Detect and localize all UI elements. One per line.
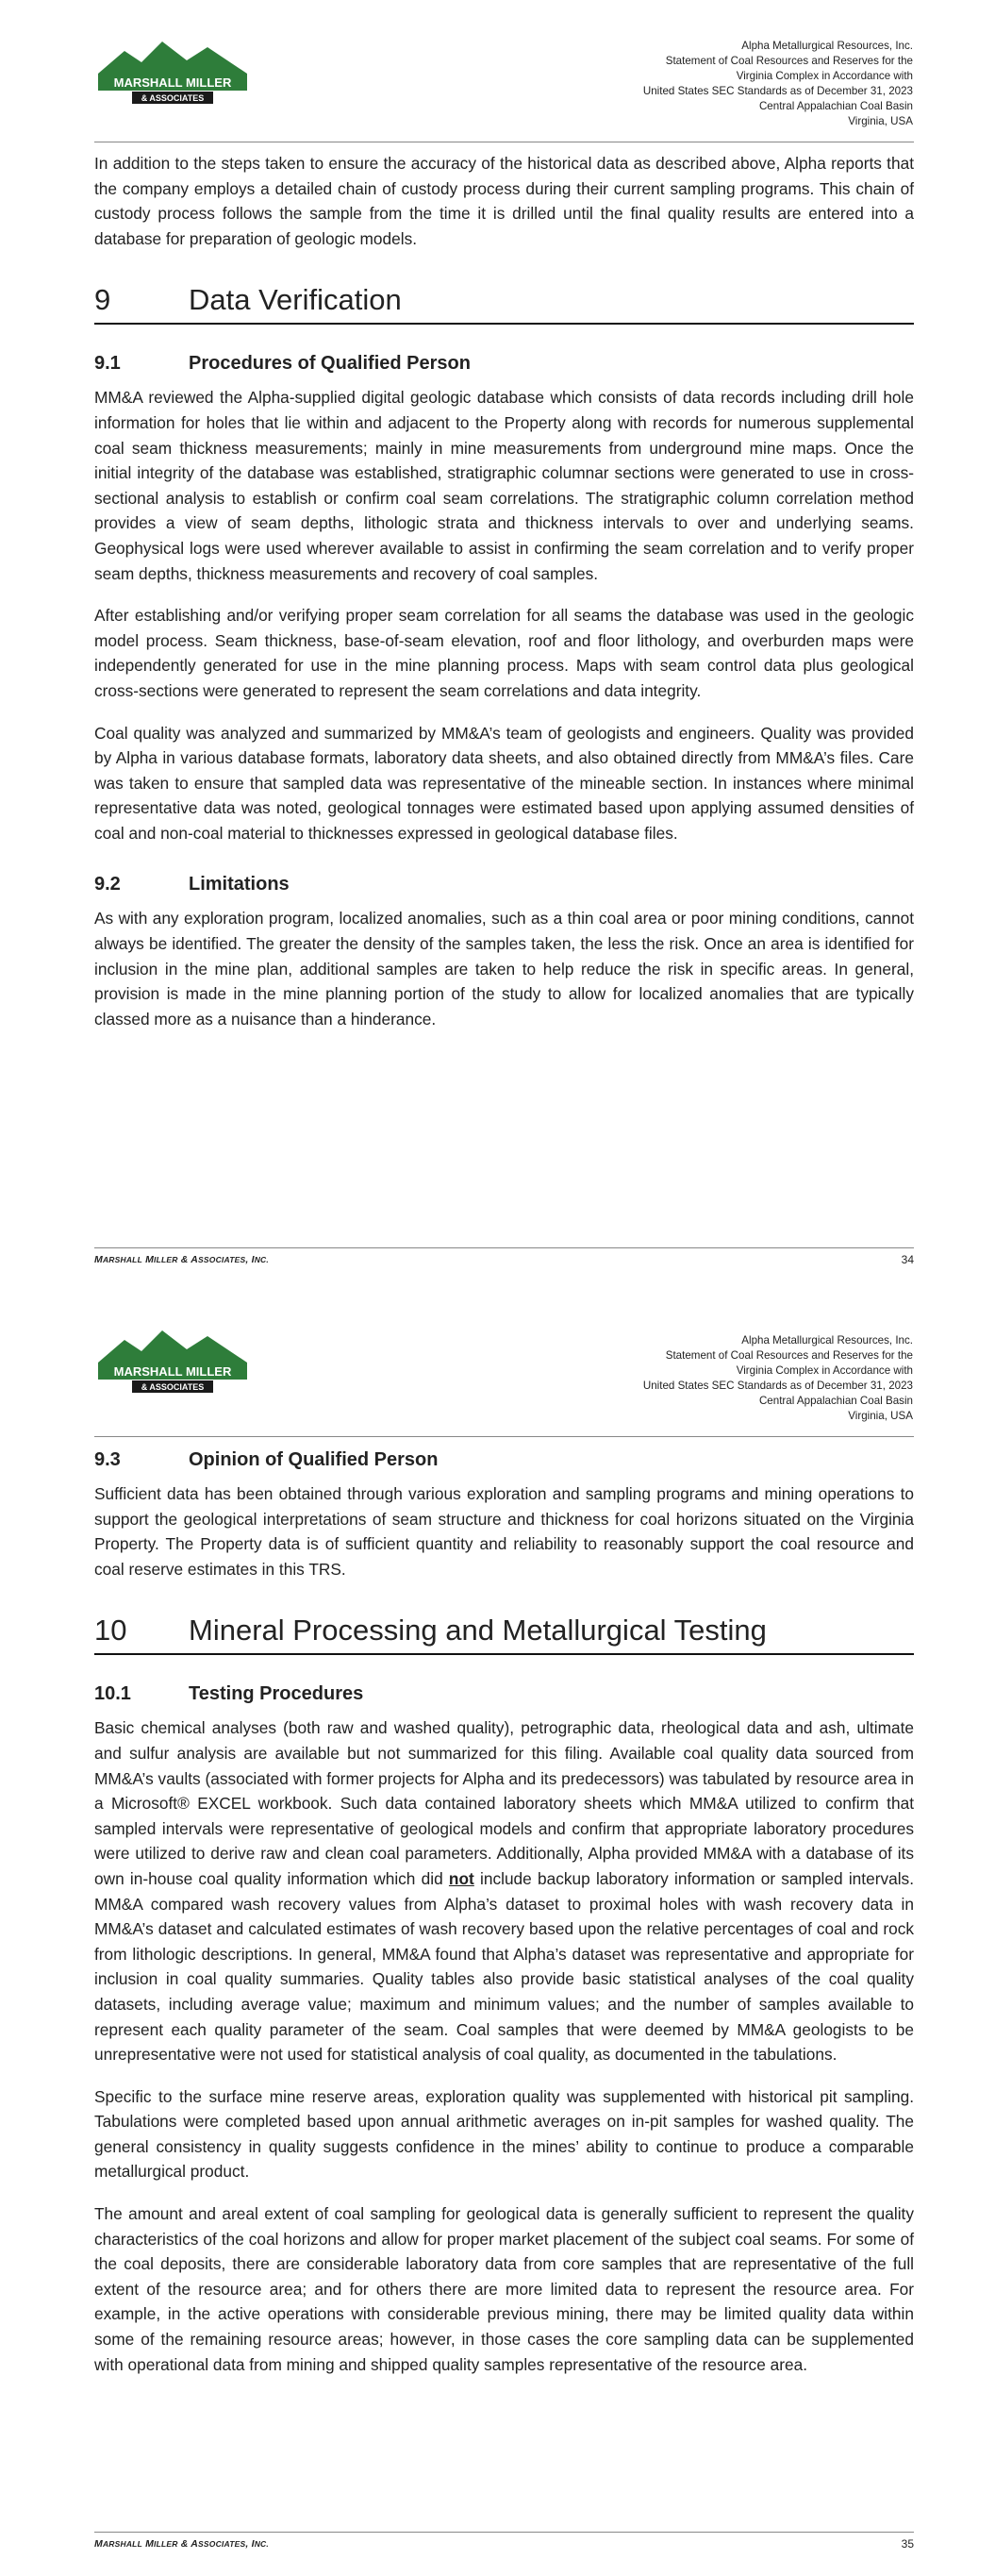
- header-company: Alpha Metallurgical Resources, Inc.: [741, 40, 913, 52]
- logo-text-bottom: & ASSOCIATES: [141, 1382, 205, 1392]
- header-line: Statement of Coal Resources and Reserves for the: [665, 55, 913, 67]
- page-number: 35: [901, 2537, 914, 2551]
- subsection-heading: [94, 1447, 914, 1472]
- footer-divider: [94, 1247, 914, 1248]
- footer-divider: [94, 2532, 914, 2533]
- header-divider: [94, 1436, 914, 1437]
- subsection-number: 9.3: [94, 1449, 121, 1470]
- subsection-heading: [94, 872, 914, 896]
- subsection-heading: [94, 1681, 914, 1706]
- section-number: 10: [94, 1614, 127, 1648]
- header-line: Virginia, USA: [848, 1410, 913, 1422]
- marshall-miller-logo: [96, 38, 249, 106]
- header-line: Virginia Complex in Accordance with: [736, 70, 913, 82]
- subsection-number: 9.1: [94, 353, 121, 375]
- subsection-title: Procedures of Qualified Person: [189, 353, 471, 375]
- header-company: Alpha Metallurgical Resources, Inc.: [741, 1334, 913, 1347]
- paragraph: MM&A reviewed the Alpha-supplied digital geologic database which consists of data records including drill hole information for holes that lie within and adjacent to the Property along with records for numerous supplemental coal seam thickness measurements; mainly in mine measurements from underground mine maps. Once the initial integrity of the database was established, stratigraphic columnar sections were generated to use in cross-sectional analysis to establish or confirm coal seam correlations. The stratigraphic column correlation method provides a view of seam depths, lithologic strata and thickness intervals to over and underlying seams. Geophysical logs were used wherever available to assist in confirming the seam correlation and to verify proper seam depths, thickness measurements and recovery of coal samples.: [94, 388, 914, 583]
- paragraph: As with any exploration program, localized anomalies, such as a thin coal area or poor mining conditions, cannot always be identified. The greater the density of the samples taken, the less the risk. Once an area is identified for inclusion in the mine plan, additional samples are taken to help reduce the risk in specific areas. In general, provision is made in the mine planning portion of the study to allow for localized anomalies that are typically classed more as a nuisance than a hinderance.: [94, 909, 914, 1029]
- logo-text-bottom: & ASSOCIATES: [141, 93, 205, 103]
- section-heading: [94, 283, 914, 325]
- document-header: [479, 39, 913, 129]
- intro-paragraph: In addition to the steps taken to ensure the accuracy of the historical data as described above, Alpha reports that the company employs a detailed chain of custody process during their current sampling programs. This chain of custody process follows the sample from the time it is drilled until the final quality results are entered into a database for preparation of geologic models.: [94, 154, 914, 248]
- header-line: United States SEC Standards as of December 31, 2023: [642, 85, 913, 97]
- page-content: [94, 151, 914, 1048]
- section-number: 9: [94, 283, 111, 317]
- header-line: Virginia, USA: [848, 115, 913, 127]
- section-title: Data Verification: [189, 283, 402, 317]
- section-heading: [94, 1614, 914, 1655]
- page-content: [94, 1447, 914, 2394]
- paragraph: The amount and areal extent of coal sampling for geological data is generally sufficient to represent the quality characteristics of the coal horizons and allow for proper market placement of the subject coal seams. For some of the coal deposits, there are considerable laboratory data from core samples that are representative of the full extent of the resource area; and for others there are more limited data to represent the resource area. For example, in the active operations with considerable previous mining, there may be limited quality data within some of the remaining resource areas; however, in those cases the core sampling data can be supplemented with operational data from mining and shipped quality samples representative of the resource area.: [94, 2204, 914, 2374]
- logo-text-top: MARSHALL MILLER: [113, 1364, 232, 1379]
- footer-firm-name: MARSHALL MILLER & ASSOCIATES, INC.: [94, 1254, 269, 1265]
- paragraph: Coal quality was analyzed and summarized by MM&A’s team of geologists and engineers. Quality was provided by Alpha in various database formats, laboratory data sheets, and also obtained directly from MM&A’s files. Care was taken to ensure that sampled data was representative of the mineable section. In instances where minimal representative data was noted, geological tonnages were estimated based upon applying assumed densities of coal and non-coal material to thicknesses expressed in geological database files.: [94, 723, 914, 843]
- header-line: Central Appalachian Coal Basin: [758, 100, 913, 112]
- subsection-title: Testing Procedures: [189, 1683, 364, 1705]
- footer-firm-name: MARSHALL MILLER & ASSOCIATES, INC.: [94, 2538, 269, 2550]
- subsection-heading: [94, 351, 914, 376]
- paragraph: Specific to the surface mine reserve areas, exploration quality was supplemented with historical pit sampling. Tabulations were completed based upon annual arithmetic averages on in-pit samples for washed quality. The general consistency in quality suggests confidence in the mines’ ability to continue to produce a comparable metallurgical product.: [94, 2086, 914, 2182]
- paragraph: Sufficient data has been obtained through various exploration and sampling programs and mining operations to support the geological interpretations of seam structure and thickness for coal horizons situated on the Virginia Property. The Property data is of sufficient quantity and reliability to reasonably support the coal resource and coal reserve estimates in this TRS.: [94, 1484, 914, 1579]
- marshall-miller-logo: [96, 1327, 249, 1395]
- page-35: [0, 1293, 995, 2576]
- paragraph: Basic chemical analyses (both raw and washed quality), petrographic data, rheological data and ash, ultimate and sulfur analysis are available but not summarized for this filing. Available coal quality data sourced from MM&A’s vaults (associated with former projects for Alpha and its predecessors) was tabulated by resource area in a Microsoft® EXCEL workbook. Such data contained laboratory sheets which MM&A utilized to confirm that sampled intervals were representative of geological models and confirm that appropriate laboratory procedures were utilized to derive raw and clean coal parameters. Additionally, Alpha provided MM&A with a database of its own in-house coal quality information which did not include backup laboratory information or sampled intervals. MM&A compared wash recovery values from Alpha’s dataset to proximal holes with wash recovery data in MM&A’s dataset and calculated estimates of wash recovery based upon the relative percentages of coal and rock from lithologic descriptions. In general, MM&A found that Alpha’s dataset was representative and appropriate for inclusion in coal quality summaries. Quality tables also provide basic statistical analyses of the coal quality datasets, including average value; maximum and minimum values; and the number of samples available to represent each quality parameter of the seam. Coal samples that were deemed by MM&A geologists to be unrepresentative were not used for statistical analysis of coal quality, as documented in the tabulations.: [94, 1718, 914, 2065]
- header-line: Central Appalachian Coal Basin: [758, 1395, 913, 1407]
- header-line: United States SEC Standards as of December 31, 2023: [642, 1380, 913, 1392]
- subsection-number: 9.2: [94, 874, 121, 895]
- subsection-number: 10.1: [94, 1683, 131, 1705]
- logo-text-top: MARSHALL MILLER: [113, 75, 232, 90]
- paragraph: After establishing and/or verifying proper seam correlation for all seams the database was used in the geologic model process. Seam thickness, base-of-seam elevation, roof and floor lithology, and overburden maps were independently generated for use in the mine planning process. Maps with seam control data plus geological cross-sections were generated to represent the seam correlations and data integrity.: [94, 606, 914, 700]
- emphasis-not: not: [448, 1868, 474, 1888]
- section-title: Mineral Processing and Metallurgical Testing: [189, 1614, 767, 1648]
- subsection-title: Opinion of Qualified Person: [189, 1449, 439, 1470]
- header-line: Statement of Coal Resources and Reserves for the: [665, 1349, 913, 1362]
- header-line: Virginia Complex in Accordance with: [736, 1364, 913, 1377]
- subsection-title: Limitations: [189, 874, 290, 895]
- page-number: 34: [901, 1253, 914, 1266]
- document-header: [479, 1333, 913, 1424]
